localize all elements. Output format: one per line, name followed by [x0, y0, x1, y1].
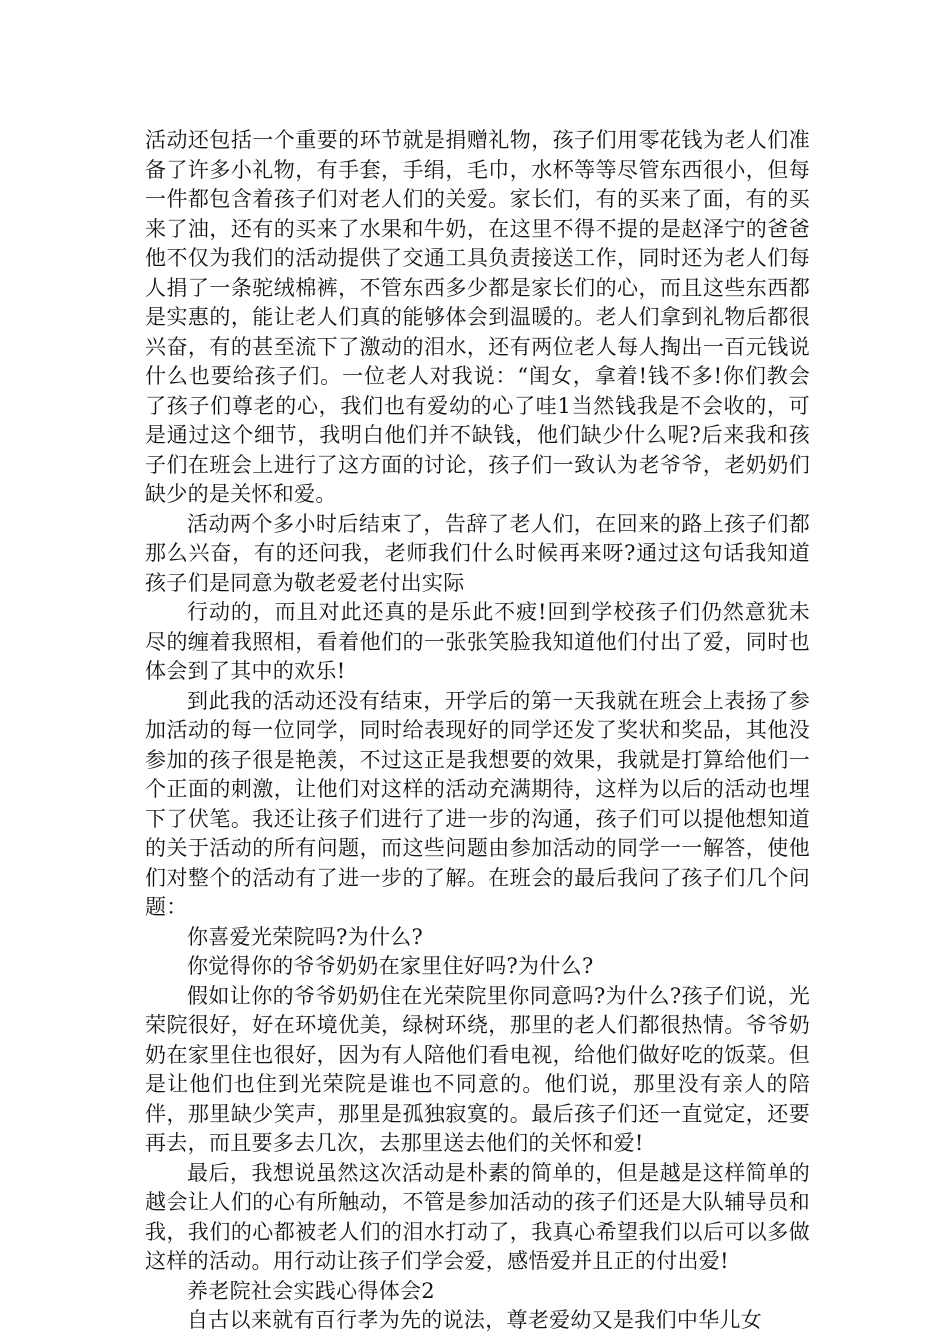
document-body	[145, 126, 810, 1336]
paragraph-class-meeting: 到此我的活动还没有结束，开学后的第一天我就在班会上表扬了参加活动的每一位同学，同时给表现好的同学还发了奖状和奖品，其他没参加的孩子很是艳羡，不过这正是我想要的效果，我就是打算给他们一个正面的刺激，让他们对这样的活动充满期待，这样为以后的活动也埋下了伏笔。我还让孩子们进行了进一步的沟通，孩子们可以提他想知道的关于活动的所有问题，而这些问题由参加活动的同学一一解答，使他们对整个的活动有了进一步的了解。在班会的最后我问了孩子们几个问题：	[145, 688, 810, 919]
paragraph-activity-end: 活动两个多小时后结束了，告辞了老人们，在回来的路上孩子们都那么兴奋，有的还问我，老师我们什么时候再来呀?通过这句话我知道孩子们是同意为敬老爱老付出实际	[145, 511, 810, 595]
paragraph-section-2-start: 自古以来就有百行孝为先的说法，尊老爱幼又是我们中华儿女	[187, 1308, 763, 1332]
paragraph-conclusion: 最后，我想说虽然这次活动是朴素的简单的，但是越是这样简单的越会让人们的心有所触动，不管是参加活动的孩子们还是大队辅导员和我，我们的心都被老人们的泪水打动了，我真心希望我们以后可以多做这样的活动。用行动让孩子们学会爱，感悟爱并且正的付出爱!	[145, 1160, 810, 1273]
question-3-answers: 假如让你的爷爷奶奶住在光荣院里你同意吗?为什么?孩子们说，光荣院很好，好在环境优美，绿树环绕，那里的老人们都很热情。爷爷奶奶在家里住也很好，因为有人陪他们看电视，给他们做好吃的饭菜。但是让他们也住到光荣院是谁也不同意的。他们说，那里没有亲人的陪伴，那里缺少笑声，那里是孤独寂寞的。最后孩子们还一直觉定，还要再去，而且要多去几次，去那里送去他们的关怀和爱!	[145, 983, 810, 1155]
question-1: 你喜爱光荣院吗?为什么?	[187, 924, 424, 949]
paragraph-gift-donation: 活动还包括一个重要的环节就是捐赠礼物，孩子们用零花钱为老人们准备了许多小礼物，有手套，手绢，毛巾，水杯等等尽管东西很小，但每一件都包含着孩子们对老人们的关爱。家长们，有的买来了面，有的买来了油，还有的买来了水果和牛奶，在这里不得不提的是赵泽宁的爸爸他不仅为我们的活动提供了交通工具负责接送工作，同时还为老人们每人捐了一条驼绒棉裤，不管东西多少都是家长们的心，而且这些东西都是实惠的，能让老人们真的能够体会到温暖的。老人们拿到礼物后都很兴奋，有的甚至流下了激动的泪水，还有两位老人每人掏出一百元钱说什么也要给孩子们。一位老人对我说：“闺女，拿着!钱不多!你们教会了孩子们尊老的心，我们也有爱幼的心了哇1当然钱我是不会收的，可是通过这个细节，我明白他们并不缺钱，他们缺少什么呢?后来我和孩子们在班会上进行了这方面的讨论，孩子们一致认为老爷爷，老奶奶们缺少的是关怀和爱。	[145, 128, 810, 506]
section-heading-2: 养老院社会实践心得体会2	[187, 1278, 435, 1303]
question-2: 你觉得你的爷爷奶奶在家里住好吗?为什么?	[187, 954, 594, 978]
paragraph-back-to-school: 行动的，而且对此还真的是乐此不疲!回到学校孩子们仍然意犹未尽的缠着我照相，看着他们的一张张笑脸我知道他们付出了爱，同时也体会到了其中的欢乐!	[145, 600, 810, 683]
